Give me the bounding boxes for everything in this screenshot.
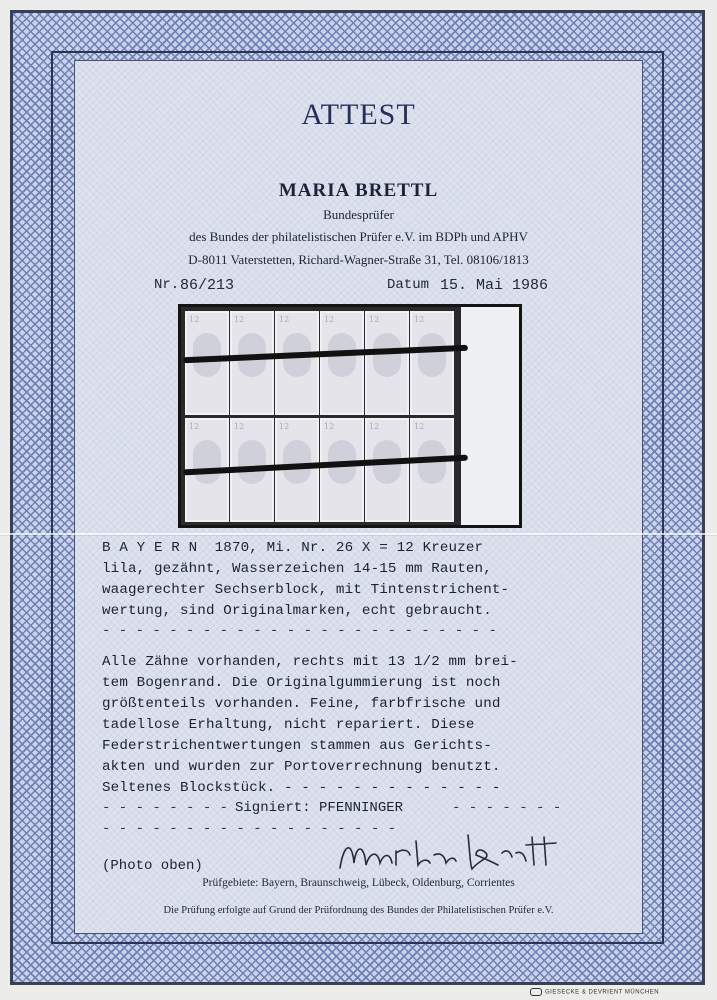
stamp	[365, 311, 409, 415]
description-line: wertung, sind Originalmarken, echt gebraucht.	[102, 603, 492, 619]
handwritten-signature	[330, 823, 580, 883]
examination-fields: Prüfgebiete: Bayern, Braunschweig, Lübeck, Oldenburg, Corrientes	[202, 877, 515, 889]
condition-line: größtenteils vorhanden. Feine, farbfrische und	[102, 696, 501, 712]
stamp-grid	[181, 307, 459, 525]
condition-line: Seltenes Blockstück. - - - - - - - - - - - - -	[102, 780, 501, 796]
stamp	[230, 311, 274, 415]
stamp	[275, 311, 319, 415]
condition-line: Alle Zähne vorhanden, rechts mit 13 1/2 mm brei-	[102, 654, 518, 670]
condition-line: Federstrichentwertungen stammen aus Gerichts-	[102, 738, 492, 754]
nr-value: 86/213	[180, 277, 235, 294]
nr-label: Nr.	[154, 277, 180, 293]
stamp	[320, 418, 364, 522]
examiner-name: MARIA BRETTL	[278, 180, 439, 201]
bottom-dashes: - - - - - - - - - - - - - - - - - -	[102, 821, 397, 837]
signed-text: Signiert: PFENNINGER	[235, 800, 404, 816]
certificate-title: ATTEST	[301, 98, 416, 131]
signed-prefix-dashes: - - - - - - - -	[102, 800, 229, 816]
stamp	[410, 311, 454, 415]
stamp	[185, 311, 229, 415]
examination-statement: Die Prüfung erfolgte auf Grund der Prüfordnung des Bundes der Philatelistischen Prüfer e.V.	[163, 905, 554, 916]
sheet-margin	[461, 307, 519, 525]
signed-suffix-dashes: - - - - - - -	[452, 800, 562, 816]
association-line: des Bundes der philatelistischen Prüfer e.V. im BDPh und APHV	[189, 229, 528, 244]
address-line: D-8011 Vaterstetten, Richard-Wagner-Straße 31, Tel. 08106/1813	[188, 252, 529, 267]
printer-name: GIESECKE & DEVRIENT MÜNCHEN	[545, 989, 660, 996]
condition-line: tem Bogenrand. Die Originalgummierung ist noch	[102, 675, 501, 691]
condition-line: akten und wurden zur Portoverrechnung benutzt.	[102, 759, 501, 775]
stamp	[320, 311, 364, 415]
description-line: waagerechter Sechserblock, mit Tintenstrichent-	[102, 582, 510, 598]
separator-dashes: - - - - - - - - - - - - - - - - - - - - - - - -	[102, 623, 497, 639]
stamp	[365, 418, 409, 522]
stamp-block-photo	[178, 304, 522, 528]
examiner-role: Bundesprüfer	[323, 207, 394, 222]
stamp	[410, 418, 454, 522]
description-line: B A Y E R N 1870, Mi. Nr. 26 X = 12 Kreuzer	[102, 540, 484, 556]
printer-logo-icon	[530, 988, 542, 996]
printer-imprint	[530, 988, 659, 996]
datum-value: 15. Mai 1986	[440, 277, 549, 294]
datum-label: Datum	[387, 277, 430, 293]
photo-note: (Photo oben)	[102, 858, 203, 874]
condition-line: tadellose Erhaltung, nicht repariert. Diese	[102, 717, 475, 733]
paper-fold	[0, 533, 717, 535]
description-line: lila, gezähnt, Wasserzeichen 14-15 mm Rauten,	[102, 561, 492, 577]
